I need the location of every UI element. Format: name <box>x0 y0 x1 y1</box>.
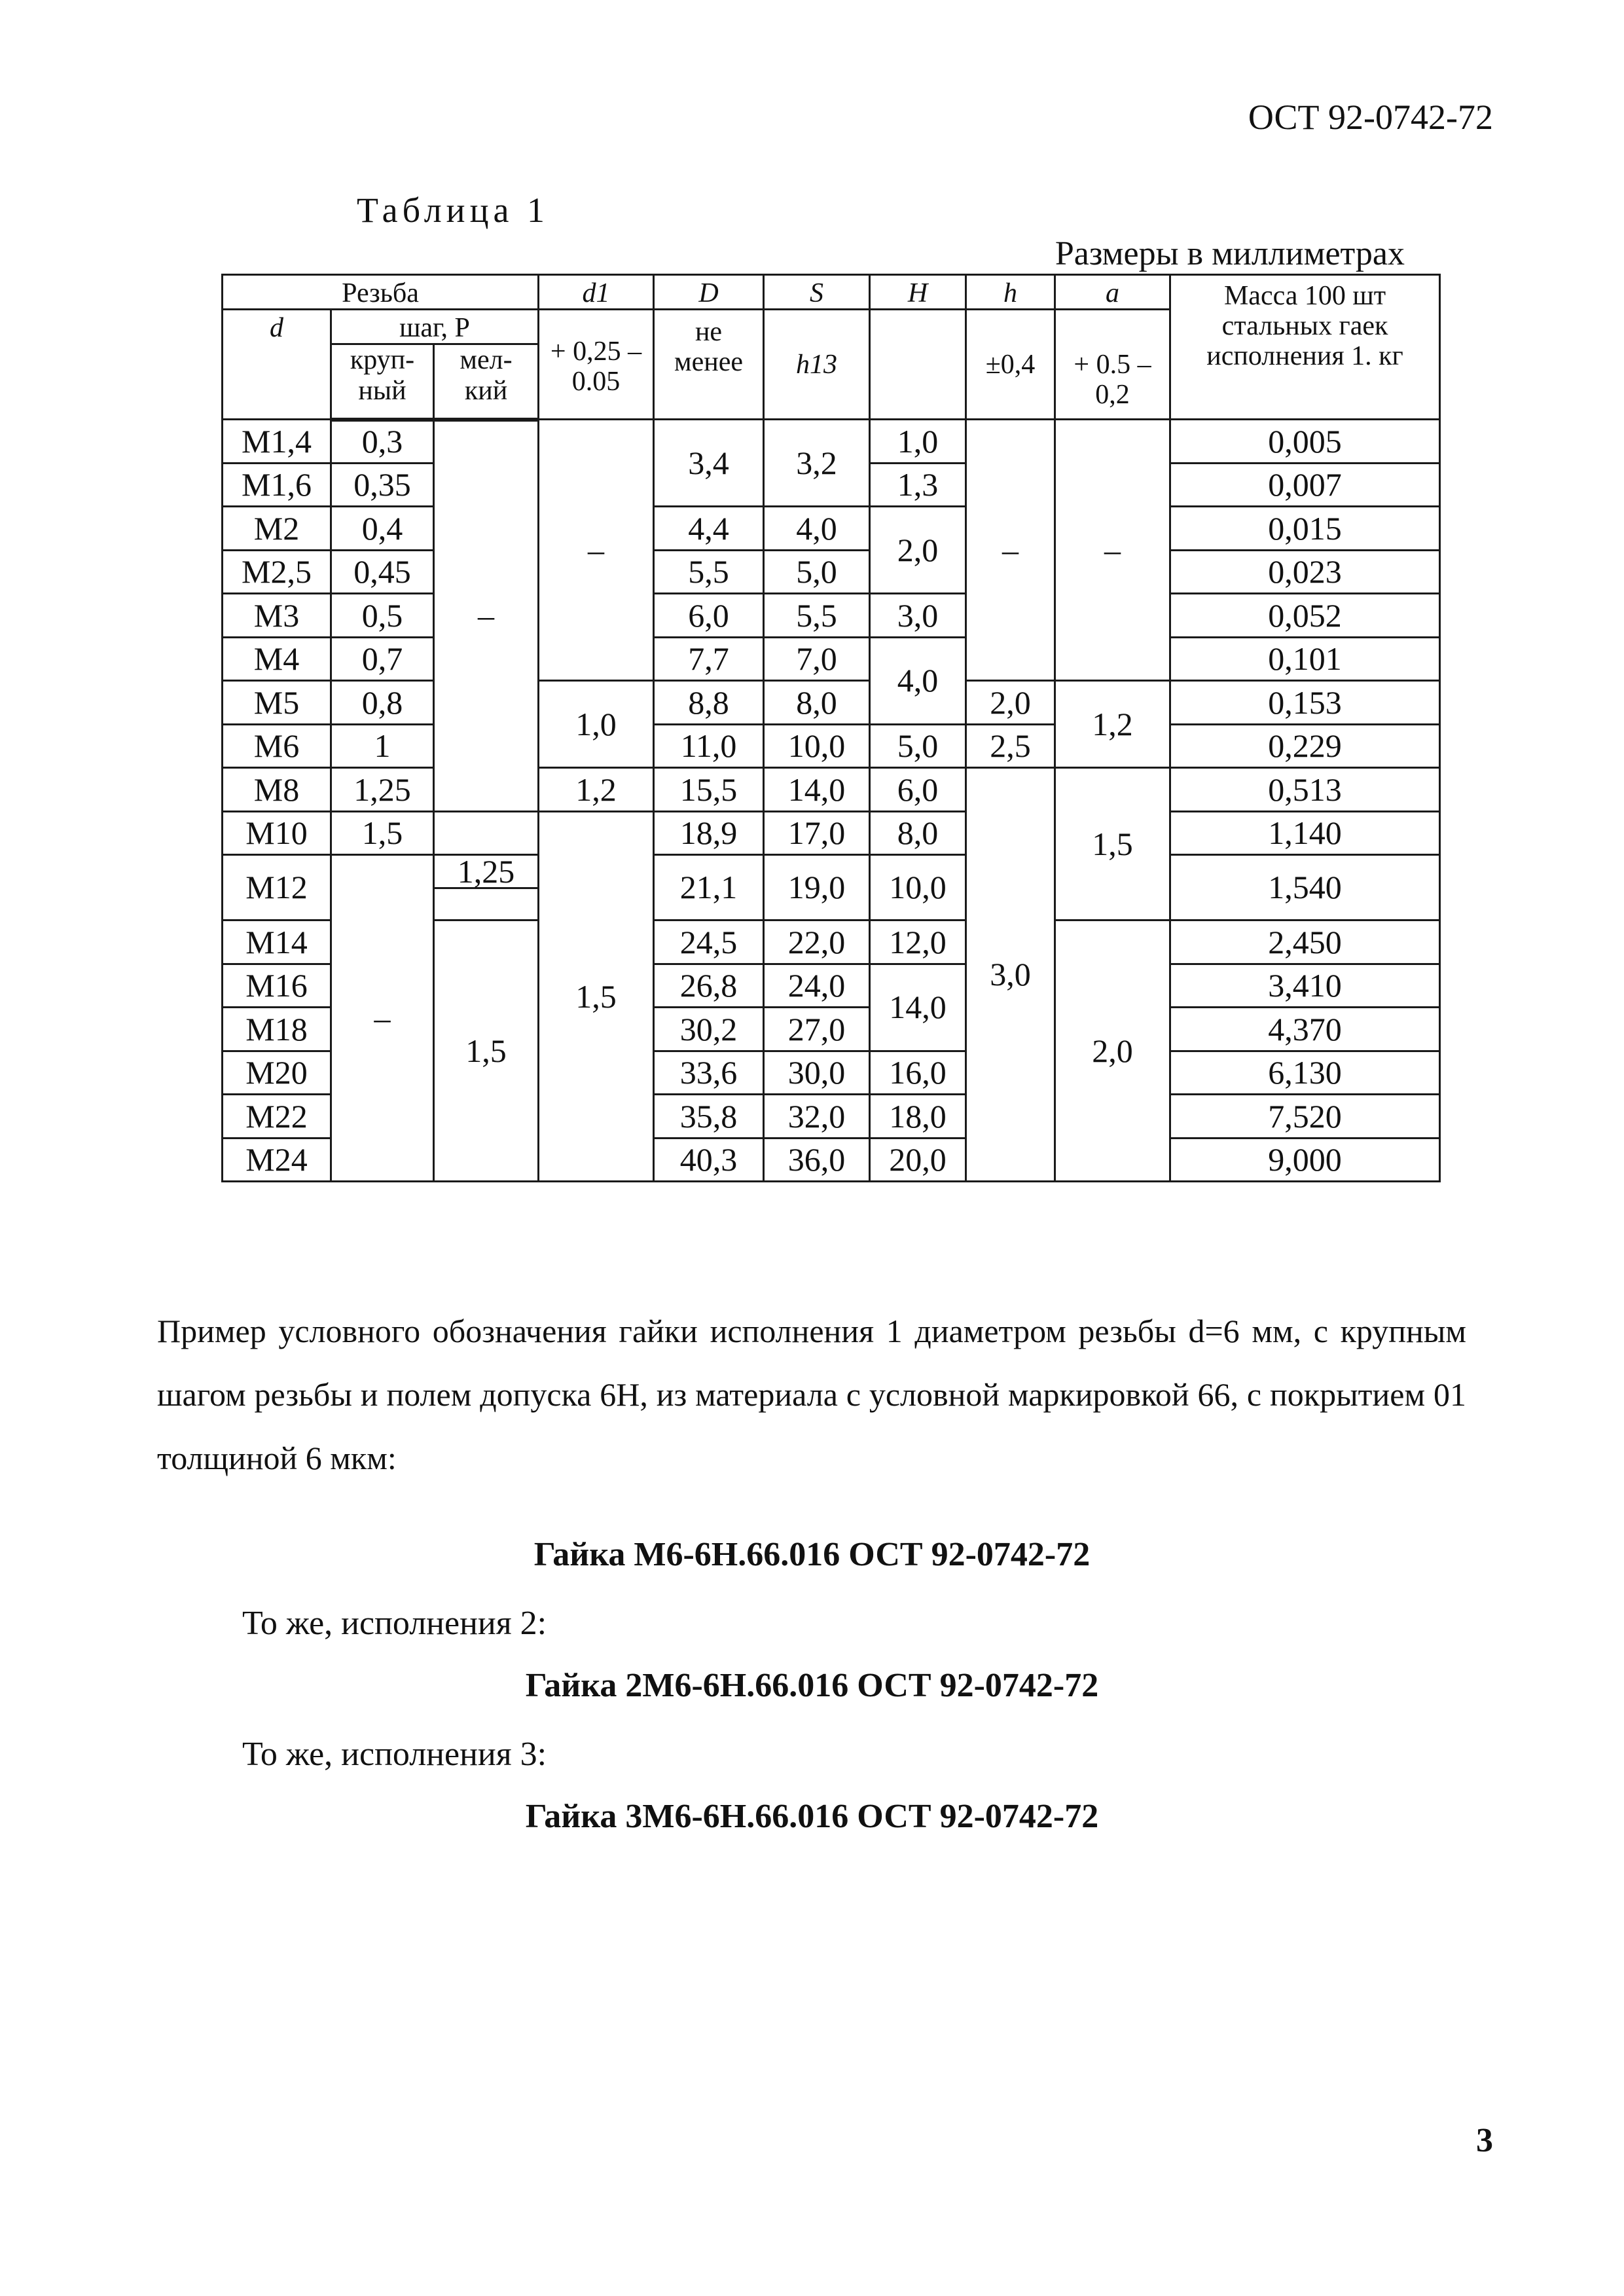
designation-example-1: Гайка М6-6Н.66.016 ОСТ 92-0742-72 <box>533 1536 1091 1573</box>
cell-d: M6 <box>223 724 331 768</box>
cell-coarse: 1,25 <box>331 768 434 812</box>
header-thread: Резьба <box>223 275 539 310</box>
cell-a-merged: 2,0 <box>1055 920 1170 1182</box>
header-fine: мел-кий <box>434 344 539 420</box>
cell-D: 3,4 <box>654 420 764 507</box>
cell-D: 30,2 <box>654 1008 764 1051</box>
cell-D: 26,8 <box>654 964 764 1008</box>
cell-mass: 9,000 <box>1170 1138 1440 1182</box>
designation-example-2: Гайка 2М6-6Н.66.016 ОСТ 92-0742-72 <box>525 1667 1099 1704</box>
header-a-tolerance: + 0.5 – 0,2 <box>1055 310 1170 420</box>
cell-D: 40,3 <box>654 1138 764 1182</box>
cell-S: 14,0 <box>764 768 870 812</box>
cell-d: M1,6 <box>223 463 331 507</box>
cell-H: 8,0 <box>870 811 966 855</box>
cell-D: 11,0 <box>654 724 764 768</box>
cell-S: 10,0 <box>764 724 870 768</box>
header-d: d <box>223 310 331 420</box>
cell-h: 2,5 <box>966 724 1055 768</box>
header-pitch: шаг, P <box>331 310 539 344</box>
same-as-variant-2: То же, исполнения 2: <box>242 1605 547 1642</box>
designation-example-3: Гайка 3М6-6Н.66.016 ОСТ 92-0742-72 <box>525 1798 1099 1835</box>
cell-H: 1,0 <box>870 420 966 464</box>
cell-mass: 7,520 <box>1170 1095 1440 1139</box>
cell-mass: 1,140 <box>1170 811 1440 855</box>
cell-mass: 2,450 <box>1170 920 1440 964</box>
cell-H: 20,0 <box>870 1138 966 1182</box>
cell-S: 32,0 <box>764 1095 870 1139</box>
cell-S: 3,2 <box>764 420 870 507</box>
cell-coarse-merged: – <box>331 855 434 1182</box>
page-number: 3 <box>1476 2122 1493 2159</box>
cell-mass: 3,410 <box>1170 964 1440 1008</box>
cell-fine-merged: 1,5 <box>434 920 539 1182</box>
cell-coarse: 1 <box>331 724 434 768</box>
cell-d: M2,5 <box>223 550 331 594</box>
header-D: D <box>654 275 764 310</box>
cell-d: M14 <box>223 920 331 964</box>
header-S-note: h13 <box>764 310 870 420</box>
cell-d: M10 <box>223 811 331 855</box>
cell-H: 1,3 <box>870 463 966 507</box>
table-caption: Таблица 1 <box>357 191 549 230</box>
cell-d: M18 <box>223 1008 331 1051</box>
cell-coarse: 0,35 <box>331 463 434 507</box>
cell-d1-merged: – <box>539 420 654 681</box>
document-code: ОСТ 92-0742-72 <box>1248 98 1493 137</box>
cell-mass: 0,513 <box>1170 768 1440 812</box>
cell-S: 30,0 <box>764 1051 870 1095</box>
cell-D: 5,5 <box>654 550 764 594</box>
cell-H: 10,0 <box>870 855 966 920</box>
cell-mass: 0,101 <box>1170 637 1440 681</box>
cell-H: 16,0 <box>870 1051 966 1095</box>
cell-D: 24,5 <box>654 920 764 964</box>
cell-mass: 6,130 <box>1170 1051 1440 1095</box>
example-paragraph: Пример условного обозначения гайки исполнения 1 диаметром резьбы d=6 мм, с крупным шагом резьбы и полем допуска 6H, из материала с условной маркировкой 66, с покрытием 01 толщиной 6 мкм: <box>157 1313 1466 1476</box>
cell-H: 18,0 <box>870 1095 966 1139</box>
cell-a-merged: – <box>1055 420 1170 681</box>
cell-mass: 0,007 <box>1170 463 1440 507</box>
cell-a-merged: 1,5 <box>1055 768 1170 920</box>
nut-dimensions-table <box>221 274 1441 1182</box>
cell-d1: 1,2 <box>539 768 654 812</box>
cell-mass: 4,370 <box>1170 1008 1440 1051</box>
cell-H: 5,0 <box>870 724 966 768</box>
cell-d: M12 <box>223 855 331 920</box>
cell-d1-merged: 1,0 <box>539 681 654 768</box>
cell-D: 4,4 <box>654 507 764 551</box>
cell-fine <box>434 855 539 920</box>
cell-D: 7,7 <box>654 637 764 681</box>
cell-H-merged: 14,0 <box>870 964 966 1051</box>
cell-d: M24 <box>223 1138 331 1182</box>
cell-h: 2,0 <box>966 681 1055 725</box>
cell-S: 4,0 <box>764 507 870 551</box>
cell-S: 22,0 <box>764 920 870 964</box>
cell-mass: 0,153 <box>1170 681 1440 725</box>
cell-d: M2 <box>223 507 331 551</box>
cell-coarse: 0,8 <box>331 681 434 725</box>
cell-D: 21,1 <box>654 855 764 920</box>
cell-S: 7,0 <box>764 637 870 681</box>
cell-S: 8,0 <box>764 681 870 725</box>
cell-coarse: 0,3 <box>331 420 434 464</box>
cell-S: 17,0 <box>764 811 870 855</box>
cell-fine-merged: – <box>434 420 539 812</box>
header-S: S <box>764 275 870 310</box>
header-d1: d1 <box>539 275 654 310</box>
cell-coarse: 1,5 <box>331 811 434 855</box>
cell-mass: 0,229 <box>1170 724 1440 768</box>
cell-fine-value: 1,25 <box>435 856 537 889</box>
cell-d: M3 <box>223 594 331 638</box>
cell-H-merged: 4,0 <box>870 637 966 724</box>
cell-h-merged: – <box>966 420 1055 681</box>
cell-H: 3,0 <box>870 594 966 638</box>
cell-fine <box>434 811 539 855</box>
cell-h-merged: 3,0 <box>966 768 1055 1182</box>
cell-mass: 0,005 <box>1170 420 1440 464</box>
cell-D: 8,8 <box>654 681 764 725</box>
header-d1-tolerance: + 0,25 – 0.05 <box>539 310 654 420</box>
cell-mass: 1,540 <box>1170 855 1440 920</box>
cell-mass: 0,023 <box>1170 550 1440 594</box>
cell-S: 5,0 <box>764 550 870 594</box>
cell-a-merged: 1,2 <box>1055 681 1170 768</box>
header-h-tolerance: ±0,4 <box>966 310 1055 420</box>
cell-d: M16 <box>223 964 331 1008</box>
cell-coarse: 0,45 <box>331 550 434 594</box>
cell-coarse: 0,4 <box>331 507 434 551</box>
cell-d: M4 <box>223 637 331 681</box>
cell-D: 15,5 <box>654 768 764 812</box>
cell-H-merged: 2,0 <box>870 507 966 594</box>
cell-D: 33,6 <box>654 1051 764 1095</box>
cell-d1-merged: 1,5 <box>539 811 654 1182</box>
header-mass: Масса 100 шт стальных гаек исполнения 1. кг <box>1170 275 1440 420</box>
cell-D: 35,8 <box>654 1095 764 1139</box>
cell-d: M22 <box>223 1095 331 1139</box>
cell-H: 6,0 <box>870 768 966 812</box>
header-H: H <box>870 275 966 310</box>
header-a: a <box>1055 275 1170 310</box>
cell-H: 12,0 <box>870 920 966 964</box>
cell-coarse: 0,5 <box>331 594 434 638</box>
cell-S: 24,0 <box>764 964 870 1008</box>
cell-S: 5,5 <box>764 594 870 638</box>
cell-d: M5 <box>223 681 331 725</box>
header-h: h <box>966 275 1055 310</box>
header-coarse: круп-ный <box>331 344 434 420</box>
cell-d: M1,4 <box>223 420 331 464</box>
cell-S: 27,0 <box>764 1008 870 1051</box>
header-H-note <box>870 310 966 420</box>
cell-d: M8 <box>223 768 331 812</box>
cell-S: 19,0 <box>764 855 870 920</box>
cell-mass: 0,052 <box>1170 594 1440 638</box>
cell-coarse: 0,7 <box>331 637 434 681</box>
cell-S: 36,0 <box>764 1138 870 1182</box>
units-note: Размеры в миллиметрах <box>1055 235 1405 272</box>
cell-D: 6,0 <box>654 594 764 638</box>
header-D-note: не менее <box>654 310 764 420</box>
cell-d: M20 <box>223 1051 331 1095</box>
same-as-variant-3: То же, исполнения 3: <box>242 1736 547 1773</box>
cell-D: 18,9 <box>654 811 764 855</box>
cell-mass: 0,015 <box>1170 507 1440 551</box>
